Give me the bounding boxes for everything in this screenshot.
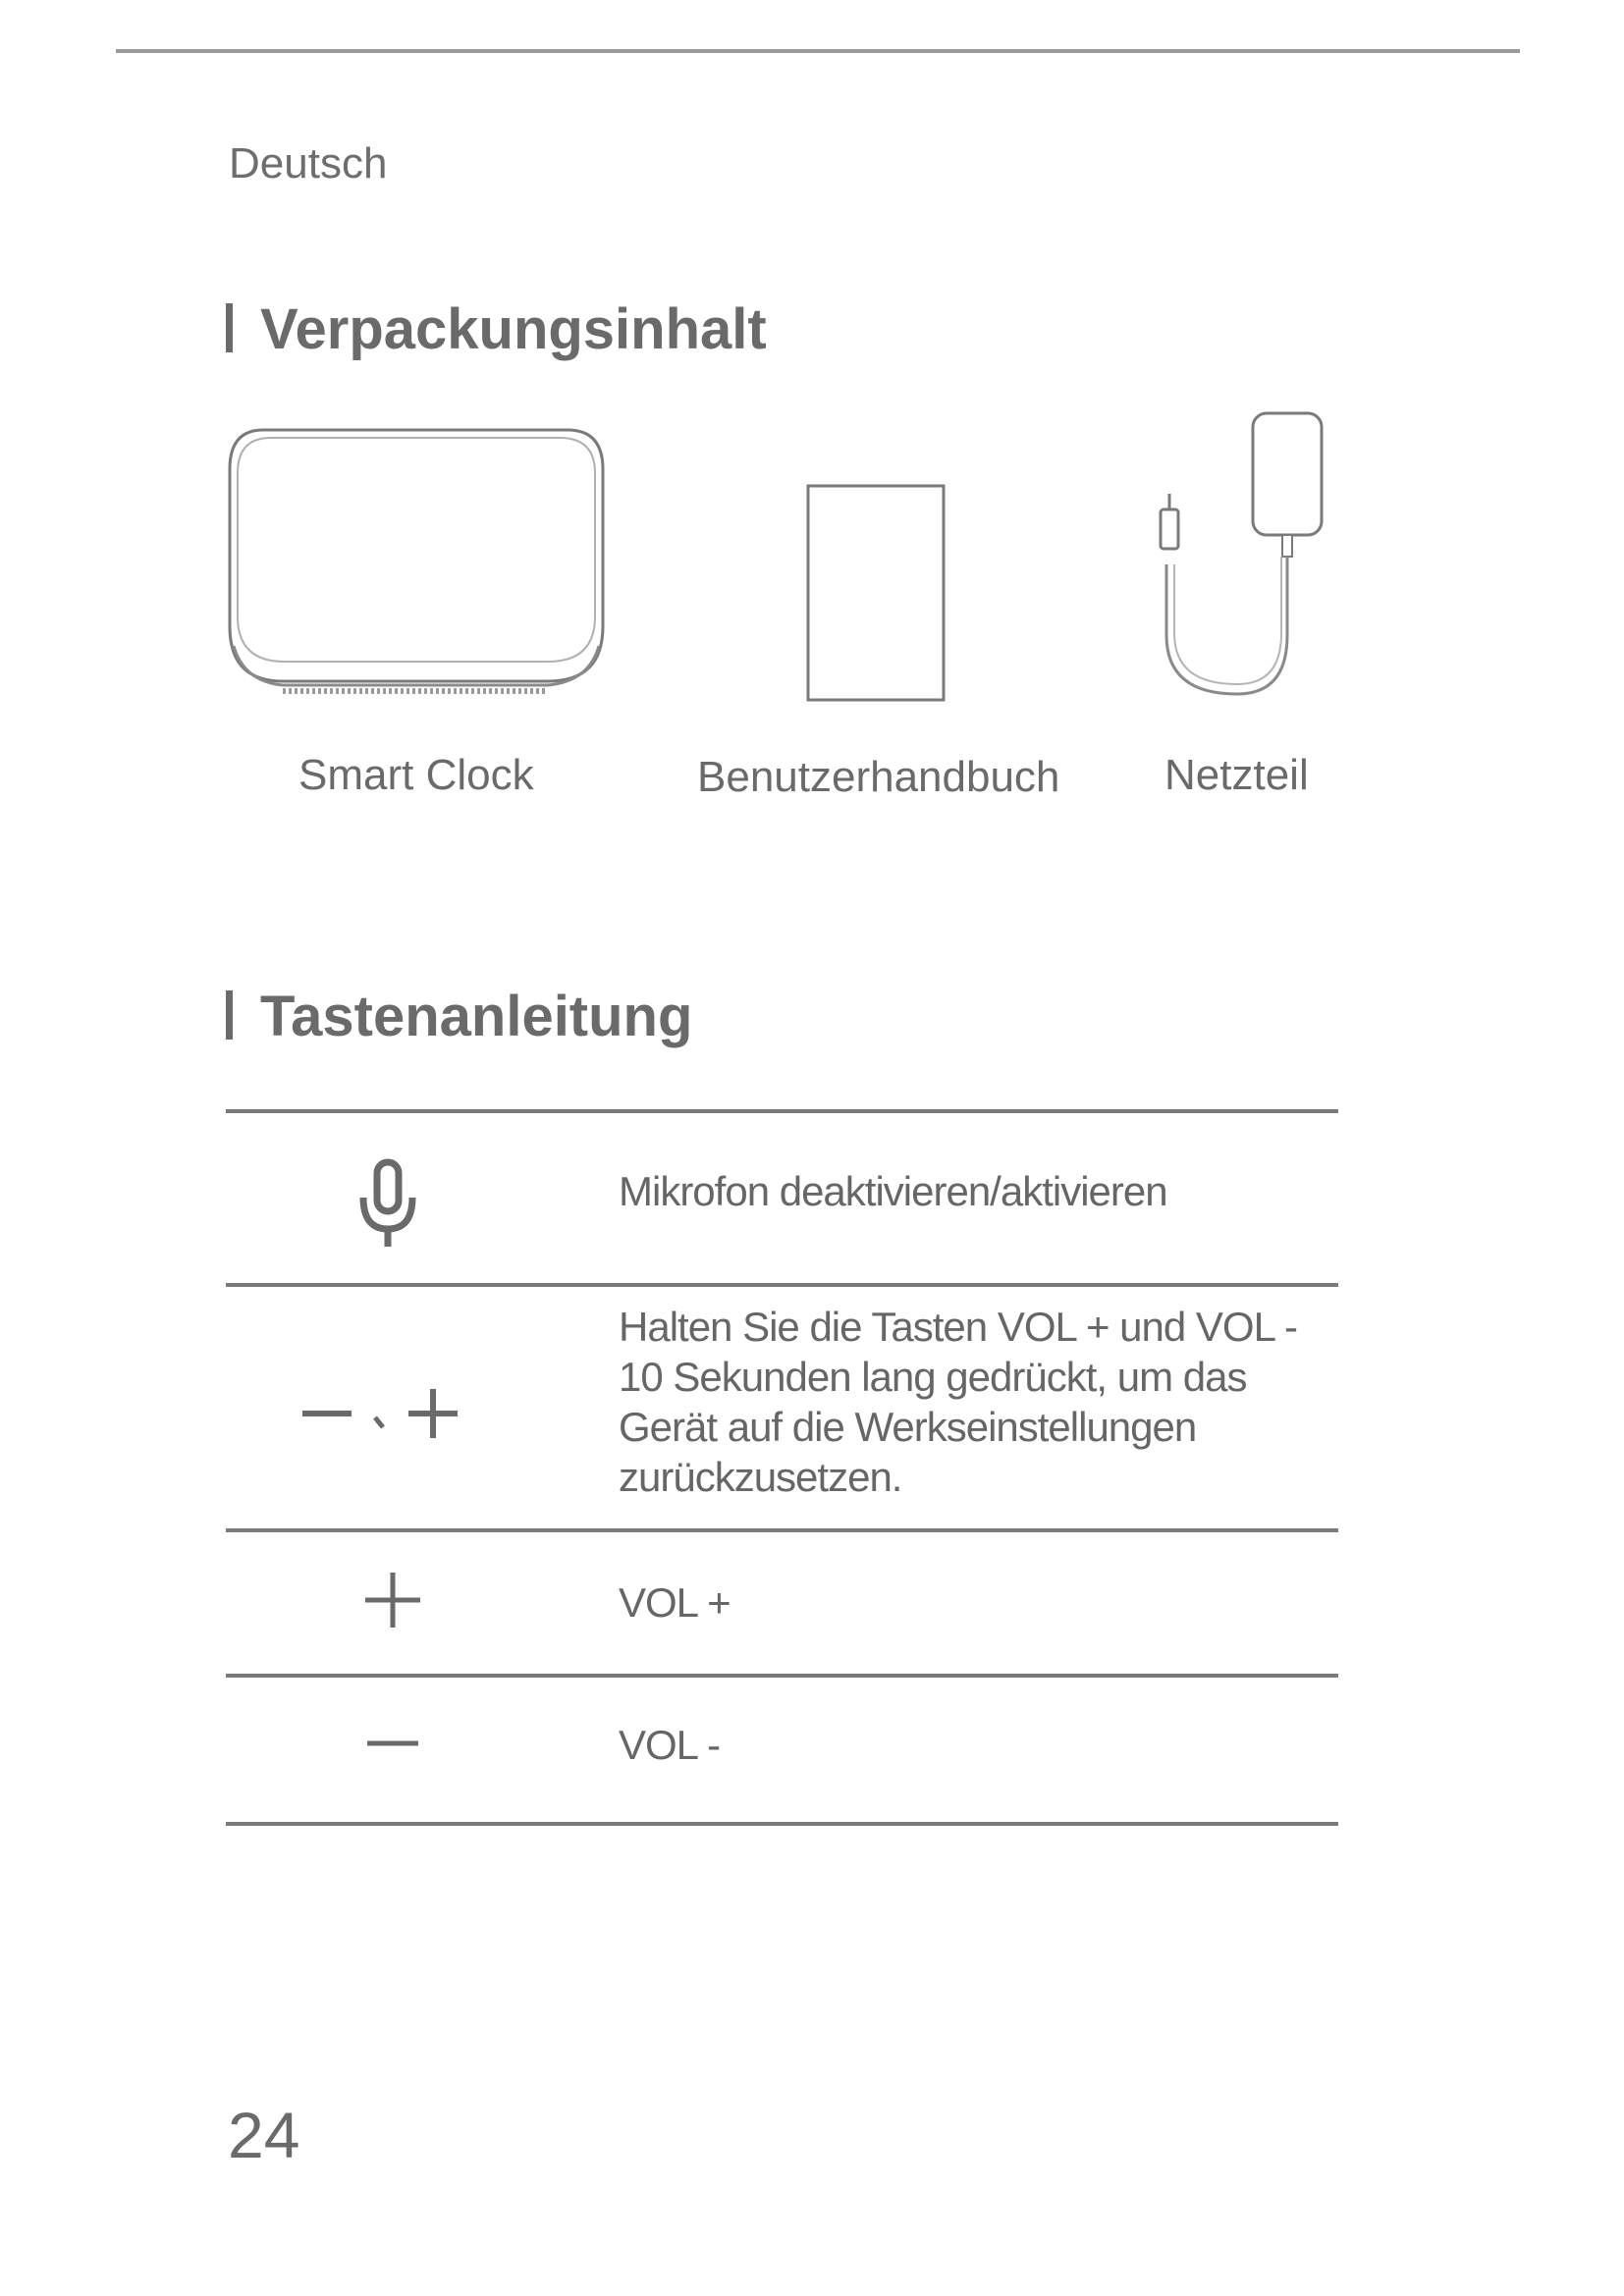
language-label: Deutsch xyxy=(229,139,388,187)
reset-line-3: Gerät auf die Werkseinstellungen xyxy=(619,1404,1197,1450)
table-rule xyxy=(226,1109,1338,1113)
button-guide-heading xyxy=(226,984,692,1049)
reset-line-4: zurückzusetzen. xyxy=(619,1454,902,1500)
item-label-smart-clock: Smart Clock xyxy=(298,751,534,799)
item-label-power-adapter: Netzteil xyxy=(1164,751,1309,799)
page-number: 24 xyxy=(228,2099,300,2171)
plus-icon xyxy=(363,1571,422,1629)
row-description-microphone: Mikrofon deaktivieren/aktivieren xyxy=(619,1168,1167,1214)
row-description-reset xyxy=(619,1302,1297,1502)
row-description-vol-minus: VOL - xyxy=(619,1722,721,1768)
smart-clock-icon xyxy=(224,424,609,709)
table-rule xyxy=(226,1674,1338,1678)
table-rule xyxy=(226,1528,1338,1532)
manual-icon xyxy=(805,483,948,705)
reset-line-1: Halten Sie die Tasten VOL + und VOL - xyxy=(619,1304,1298,1350)
minus-plus-icon xyxy=(300,1384,477,1443)
button-guide-title: Tastenanleitung xyxy=(260,985,693,1048)
top-divider xyxy=(116,49,1520,53)
heading-bar xyxy=(226,990,233,1040)
microphone-icon xyxy=(357,1158,418,1251)
package-contents-title: Verpackungsinhalt xyxy=(260,297,767,361)
table-rule xyxy=(226,1283,1338,1287)
minus-icon xyxy=(365,1737,420,1749)
item-label-manual: Benutzerhandbuch xyxy=(697,753,1060,801)
reset-line-2: 10 Sekunden lang gedrückt, um das xyxy=(619,1354,1247,1400)
row-description-vol-plus: VOL + xyxy=(619,1579,731,1626)
table-rule xyxy=(226,1822,1338,1826)
heading-bar xyxy=(226,303,233,352)
power-adapter-icon xyxy=(1139,407,1335,702)
package-contents-heading xyxy=(226,296,767,362)
